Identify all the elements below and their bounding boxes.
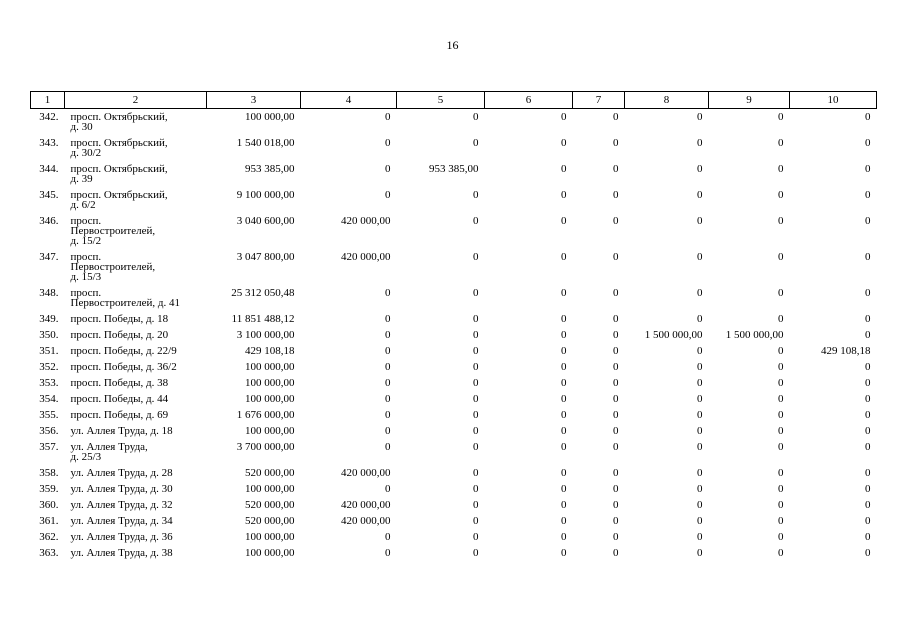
value-cell-col-7: 0 [613, 425, 619, 437]
value-cell-col-7: 0 [613, 377, 619, 389]
value-cell-col-7: 0 [613, 409, 619, 421]
address-line: д. 30/2 [70, 147, 102, 159]
column-header: 5 [397, 92, 485, 109]
table-row [31, 375, 877, 391]
address-line: Первостроителей, д. 41 [70, 297, 180, 309]
address-line: ул. Аллея Труда, д. 28 [70, 467, 173, 479]
value-cell-col-4: 0 [385, 377, 391, 389]
value-cell-col-8: 0 [697, 345, 703, 357]
table-row [31, 161, 877, 187]
value-cell-col-6: 0 [561, 483, 567, 495]
value-cell-col-6: 0 [561, 313, 567, 325]
value-cell-col-6: 0 [561, 329, 567, 341]
value-cell-col-8: 0 [697, 251, 703, 263]
address-line: просп. [70, 251, 102, 263]
value-cell-col-7: 0 [613, 361, 619, 373]
table-row [31, 497, 877, 513]
value-cell-col-8: 0 [697, 189, 703, 201]
address-cell [65, 465, 207, 481]
value-cell-col-3: 3 040 600,00 [236, 215, 295, 227]
value-cell-col-4: 0 [385, 425, 391, 437]
row-number: 351. [39, 345, 59, 357]
value-cell-col-6: 0 [561, 361, 567, 373]
value-cell-col-10: 0 [865, 137, 871, 149]
value-cell-col-10: 0 [865, 441, 871, 453]
data-table [30, 91, 877, 561]
value-cell-col-10: 0 [865, 163, 871, 175]
table-row [31, 465, 877, 481]
address-line: просп. Победы, д. 38 [70, 377, 169, 389]
table-row [31, 407, 877, 423]
value-cell-col-7: 0 [613, 483, 619, 495]
value-cell-col-4: 0 [385, 189, 391, 201]
value-cell-col-6: 0 [561, 215, 567, 227]
address-line: просп. [70, 215, 102, 227]
value-cell-col-3: 1 540 018,00 [236, 137, 295, 149]
value-cell-col-4: 0 [385, 329, 391, 341]
value-cell-col-9: 0 [778, 499, 784, 511]
value-cell-col-4: 0 [385, 531, 391, 543]
value-cell-col-10: 0 [865, 313, 871, 325]
value-cell-col-9: 0 [778, 111, 784, 123]
value-cell-col-5: 0 [473, 287, 479, 299]
column-header: 4 [301, 92, 397, 109]
address-line: ул. Аллея Труда, д. 30 [70, 483, 173, 495]
value-cell-col-9: 0 [778, 393, 784, 405]
value-cell-col-5: 0 [473, 393, 479, 405]
value-cell-col-5: 0 [473, 215, 479, 227]
value-cell-col-9: 0 [778, 313, 784, 325]
value-cell-col-5: 0 [473, 377, 479, 389]
address-line: д. 15/3 [70, 271, 102, 283]
address-cell [65, 249, 207, 285]
value-cell-col-3: 100 000,00 [245, 547, 295, 559]
row-number: 360. [39, 499, 59, 511]
value-cell-col-4: 0 [385, 111, 391, 123]
value-cell-col-9: 0 [778, 531, 784, 543]
table-row [31, 327, 877, 343]
value-cell-col-10: 0 [865, 467, 871, 479]
value-cell-col-9: 0 [778, 377, 784, 389]
value-cell-col-8: 0 [697, 137, 703, 149]
value-cell-col-8: 0 [697, 393, 703, 405]
value-cell-col-9: 0 [778, 483, 784, 495]
value-cell-col-4: 0 [385, 547, 391, 559]
address-cell [65, 391, 207, 407]
row-number: 357. [39, 441, 59, 453]
value-cell-col-4: 0 [385, 137, 391, 149]
address-line: просп. [70, 287, 102, 299]
address-cell [65, 439, 207, 465]
value-cell-col-4: 0 [385, 483, 391, 495]
value-cell-col-3: 100 000,00 [245, 377, 295, 389]
value-cell-col-6: 0 [561, 251, 567, 263]
value-cell-col-5: 953 385,00 [429, 163, 479, 175]
value-cell-col-4: 0 [385, 163, 391, 175]
value-cell-col-3: 100 000,00 [245, 483, 295, 495]
value-cell-col-8: 0 [697, 409, 703, 421]
value-cell-col-6: 0 [561, 499, 567, 511]
value-cell-col-4: 0 [385, 393, 391, 405]
value-cell-col-9: 0 [778, 467, 784, 479]
value-cell-col-5: 0 [473, 425, 479, 437]
value-cell-col-8: 0 [697, 467, 703, 479]
value-cell-col-4: 420 000,00 [341, 215, 391, 227]
table-body [31, 109, 877, 562]
column-header: 7 [573, 92, 625, 109]
value-cell-col-10: 0 [865, 361, 871, 373]
value-cell-col-5: 0 [473, 483, 479, 495]
address-line: просп. Октябрьский, [70, 137, 168, 149]
value-cell-col-5: 0 [473, 467, 479, 479]
row-number: 359. [39, 483, 59, 495]
address-cell [65, 513, 207, 529]
address-cell [65, 285, 207, 311]
row-number: 362. [39, 531, 59, 543]
row-number: 348. [39, 287, 59, 299]
value-cell-col-10: 0 [865, 531, 871, 543]
value-cell-col-8: 0 [697, 215, 703, 227]
value-cell-col-8: 0 [697, 531, 703, 543]
value-cell-col-5: 0 [473, 251, 479, 263]
address-cell [65, 187, 207, 213]
table-row [31, 343, 877, 359]
address-line: ул. Аллея Труда, д. 32 [70, 499, 173, 511]
value-cell-col-7: 0 [613, 189, 619, 201]
value-cell-col-10: 0 [865, 393, 871, 405]
value-cell-col-7: 0 [613, 251, 619, 263]
value-cell-col-7: 0 [613, 345, 619, 357]
value-cell-col-8: 0 [697, 547, 703, 559]
row-number: 349. [39, 313, 59, 325]
value-cell-col-7: 0 [613, 137, 619, 149]
value-cell-col-4: 0 [385, 441, 391, 453]
table-row [31, 391, 877, 407]
value-cell-col-4: 0 [385, 287, 391, 299]
address-line: д. 30 [70, 121, 93, 133]
value-cell-col-8: 0 [697, 313, 703, 325]
value-cell-col-6: 0 [561, 441, 567, 453]
address-line: д. 39 [70, 173, 93, 185]
value-cell-col-10: 0 [865, 287, 871, 299]
value-cell-col-6: 0 [561, 377, 567, 389]
table-row [31, 529, 877, 545]
table-row [31, 545, 877, 561]
value-cell-col-7: 0 [613, 313, 619, 325]
value-cell-col-5: 0 [473, 189, 479, 201]
row-number: 355. [39, 409, 59, 421]
address-line: просп. Победы, д. 20 [70, 329, 169, 341]
value-cell-col-5: 0 [473, 111, 479, 123]
value-cell-col-10: 429 108,18 [821, 345, 871, 357]
value-cell-col-8: 0 [697, 361, 703, 373]
value-cell-col-3: 9 100 000,00 [236, 189, 295, 201]
address-line: Первостроителей, [70, 225, 156, 237]
address-line: д. 6/2 [70, 199, 96, 211]
column-header: 10 [790, 92, 877, 109]
table-row [31, 423, 877, 439]
value-cell-col-5: 0 [473, 547, 479, 559]
address-line: просп. Октябрьский, [70, 163, 168, 175]
address-line: просп. Победы, д. 22/9 [70, 345, 177, 357]
value-cell-col-3: 25 312 050,48 [231, 287, 295, 299]
value-cell-col-3: 100 000,00 [245, 393, 295, 405]
value-cell-col-7: 0 [613, 287, 619, 299]
value-cell-col-6: 0 [561, 287, 567, 299]
value-cell-col-10: 0 [865, 515, 871, 527]
value-cell-col-10: 0 [865, 251, 871, 263]
value-cell-col-9: 0 [778, 163, 784, 175]
address-line: ул. Аллея Труда, [70, 441, 148, 453]
address-cell [65, 109, 207, 136]
value-cell-col-10: 0 [865, 215, 871, 227]
value-cell-col-10: 0 [865, 189, 871, 201]
value-cell-col-5: 0 [473, 409, 479, 421]
table-row [31, 359, 877, 375]
column-header: 6 [485, 92, 573, 109]
value-cell-col-4: 420 000,00 [341, 499, 391, 511]
value-cell-col-7: 0 [613, 329, 619, 341]
row-number: 354. [39, 393, 59, 405]
value-cell-col-4: 0 [385, 313, 391, 325]
value-cell-col-6: 0 [561, 163, 567, 175]
value-cell-col-3: 3 100 000,00 [236, 329, 295, 341]
value-cell-col-6: 0 [561, 189, 567, 201]
value-cell-col-7: 0 [613, 215, 619, 227]
address-cell [65, 481, 207, 497]
address-line: просп. Октябрьский, [70, 189, 168, 201]
row-number: 353. [39, 377, 59, 389]
address-cell [65, 311, 207, 327]
value-cell-col-6: 0 [561, 111, 567, 123]
value-cell-col-6: 0 [561, 409, 567, 421]
value-cell-col-6: 0 [561, 515, 567, 527]
row-number: 361. [39, 515, 59, 527]
value-cell-col-10: 0 [865, 547, 871, 559]
column-header: 8 [625, 92, 709, 109]
value-cell-col-6: 0 [561, 393, 567, 405]
value-cell-col-3: 100 000,00 [245, 425, 295, 437]
value-cell-col-3: 953 385,00 [245, 163, 295, 175]
value-cell-col-3: 100 000,00 [245, 111, 295, 123]
value-cell-col-7: 0 [613, 531, 619, 543]
value-cell-col-3: 520 000,00 [245, 467, 295, 479]
row-number: 352. [39, 361, 59, 373]
value-cell-col-7: 0 [613, 547, 619, 559]
value-cell-col-7: 0 [613, 467, 619, 479]
value-cell-col-5: 0 [473, 329, 479, 341]
value-cell-col-9: 0 [778, 409, 784, 421]
row-number: 344. [39, 163, 59, 175]
value-cell-col-4: 420 000,00 [341, 467, 391, 479]
table-row [31, 187, 877, 213]
value-cell-col-10: 0 [865, 499, 871, 511]
address-line: просп. Победы, д. 18 [70, 313, 169, 325]
value-cell-col-3: 520 000,00 [245, 515, 295, 527]
address-cell [65, 497, 207, 513]
address-cell [65, 359, 207, 375]
header-row [31, 92, 877, 109]
table-row [31, 439, 877, 465]
value-cell-col-8: 0 [697, 163, 703, 175]
value-cell-col-5: 0 [473, 137, 479, 149]
row-number: 358. [39, 467, 59, 479]
value-cell-col-10: 0 [865, 425, 871, 437]
address-cell [65, 423, 207, 439]
table-row [31, 135, 877, 161]
value-cell-col-9: 0 [778, 361, 784, 373]
address-line: ул. Аллея Труда, д. 38 [70, 547, 173, 559]
row-number: 350. [39, 329, 59, 341]
value-cell-col-9: 0 [778, 215, 784, 227]
value-cell-col-8: 0 [697, 483, 703, 495]
value-cell-col-3: 3 700 000,00 [236, 441, 295, 453]
value-cell-col-10: 0 [865, 483, 871, 495]
column-header: 9 [709, 92, 790, 109]
page-number: 16 [446, 38, 459, 52]
value-cell-col-10: 0 [865, 409, 871, 421]
address-line: Первостроителей, [70, 261, 156, 273]
table-row [31, 109, 877, 136]
table-row [31, 249, 877, 285]
table-row [31, 311, 877, 327]
address-cell [65, 407, 207, 423]
value-cell-col-3: 11 851 488,12 [231, 313, 295, 325]
value-cell-col-7: 0 [613, 441, 619, 453]
value-cell-col-6: 0 [561, 467, 567, 479]
table-row [31, 285, 877, 311]
address-cell [65, 375, 207, 391]
value-cell-col-7: 0 [613, 111, 619, 123]
address-line: просп. Победы, д. 36/2 [70, 361, 177, 373]
value-cell-col-3: 520 000,00 [245, 499, 295, 511]
value-cell-col-6: 0 [561, 425, 567, 437]
value-cell-col-3: 429 108,18 [245, 345, 295, 357]
address-line: просп. Победы, д. 69 [70, 409, 169, 421]
value-cell-col-10: 0 [865, 329, 871, 341]
value-cell-col-8: 0 [697, 515, 703, 527]
value-cell-col-3: 100 000,00 [245, 361, 295, 373]
value-cell-col-5: 0 [473, 531, 479, 543]
address-line: просп. Победы, д. 44 [70, 393, 169, 405]
address-line: ул. Аллея Труда, д. 34 [70, 515, 173, 527]
value-cell-col-4: 0 [385, 409, 391, 421]
address-line: просп. Октябрьский, [70, 111, 168, 123]
value-cell-col-9: 0 [778, 251, 784, 263]
address-cell [65, 135, 207, 161]
address-cell [65, 161, 207, 187]
value-cell-col-8: 0 [697, 377, 703, 389]
value-cell-col-9: 0 [778, 345, 784, 357]
address-line: ул. Аллея Труда, д. 36 [70, 531, 173, 543]
value-cell-col-3: 100 000,00 [245, 531, 295, 543]
address-cell [65, 213, 207, 249]
value-cell-col-6: 0 [561, 547, 567, 559]
value-cell-col-4: 420 000,00 [341, 251, 391, 263]
value-cell-col-5: 0 [473, 361, 479, 373]
value-cell-col-7: 0 [613, 393, 619, 405]
value-cell-col-9: 0 [778, 515, 784, 527]
value-cell-col-7: 0 [613, 499, 619, 511]
value-cell-col-4: 0 [385, 345, 391, 357]
row-number: 342. [39, 111, 59, 123]
row-number: 356. [39, 425, 59, 437]
value-cell-col-9: 0 [778, 425, 784, 437]
row-number: 343. [39, 137, 59, 149]
value-cell-col-10: 0 [865, 111, 871, 123]
value-cell-col-5: 0 [473, 515, 479, 527]
value-cell-col-6: 0 [561, 345, 567, 357]
address-cell [65, 529, 207, 545]
address-line: д. 25/3 [70, 451, 102, 463]
value-cell-col-9: 0 [778, 287, 784, 299]
value-cell-col-8: 0 [697, 287, 703, 299]
value-cell-col-8: 0 [697, 441, 703, 453]
value-cell-col-6: 0 [561, 137, 567, 149]
value-cell-col-8: 0 [697, 499, 703, 511]
value-cell-col-9: 1 500 000,00 [725, 329, 784, 341]
table-row [31, 481, 877, 497]
column-header: 3 [207, 92, 301, 109]
value-cell-col-5: 0 [473, 499, 479, 511]
value-cell-col-5: 0 [473, 313, 479, 325]
value-cell-col-3: 1 676 000,00 [236, 409, 295, 421]
value-cell-col-10: 0 [865, 377, 871, 389]
value-cell-col-8: 1 500 000,00 [644, 329, 703, 341]
address-line: ул. Аллея Труда, д. 18 [70, 425, 173, 437]
value-cell-col-5: 0 [473, 441, 479, 453]
address-line: д. 15/2 [70, 235, 102, 247]
row-number: 346. [39, 215, 59, 227]
value-cell-col-4: 0 [385, 361, 391, 373]
value-cell-col-9: 0 [778, 441, 784, 453]
value-cell-col-3: 3 047 800,00 [236, 251, 295, 263]
table-row [31, 513, 877, 529]
value-cell-col-9: 0 [778, 547, 784, 559]
address-cell [65, 343, 207, 359]
column-header: 1 [31, 92, 65, 109]
row-number: 363. [39, 547, 59, 559]
address-cell [65, 327, 207, 343]
value-cell-col-4: 420 000,00 [341, 515, 391, 527]
value-cell-col-6: 0 [561, 531, 567, 543]
row-number: 347. [39, 251, 59, 263]
value-cell-col-9: 0 [778, 189, 784, 201]
value-cell-col-8: 0 [697, 425, 703, 437]
value-cell-col-8: 0 [697, 111, 703, 123]
address-cell [65, 545, 207, 561]
value-cell-col-9: 0 [778, 137, 784, 149]
value-cell-col-5: 0 [473, 345, 479, 357]
row-number: 345. [39, 189, 59, 201]
table-row [31, 213, 877, 249]
value-cell-col-7: 0 [613, 163, 619, 175]
column-header: 2 [65, 92, 207, 109]
value-cell-col-7: 0 [613, 515, 619, 527]
